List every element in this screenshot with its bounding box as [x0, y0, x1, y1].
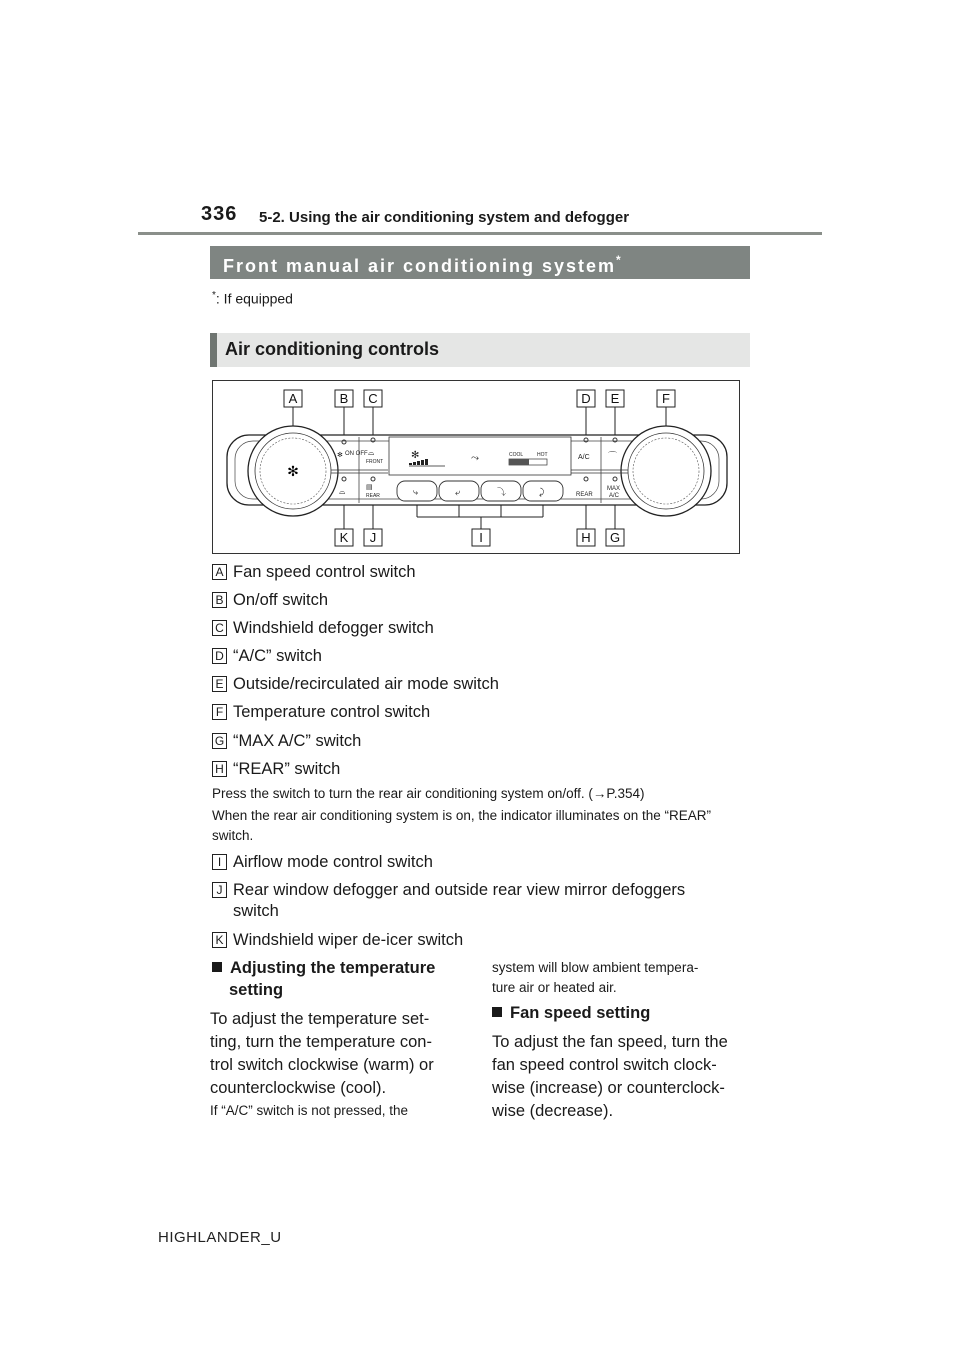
rear-note-2: When the rear air conditioning system is on, the indicator illuminates on the “REAR” switch.: [212, 808, 711, 843]
svg-text:⤷: ⤷: [413, 487, 419, 497]
footer-model: HIGHLANDER_U: [158, 1229, 282, 1246]
max-label: MAX: [607, 486, 621, 492]
legend-label: Rear window defogger and outside rear view mirror defoggers: [233, 880, 686, 899]
callout-b: B: [339, 391, 349, 406]
svg-text:✻: ✻: [287, 464, 299, 480]
temperature-heading: [212, 957, 472, 1001]
control-panel-illustration: [213, 381, 739, 553]
footnote: [212, 290, 293, 307]
svg-text:✻: ✻: [337, 452, 343, 459]
legend-key: G: [212, 733, 227, 749]
fan-speed-heading-text: Fan speed setting: [510, 1004, 651, 1022]
callout-h: H: [581, 530, 591, 545]
svg-text:⤸: ⤸: [539, 487, 545, 497]
legend-label: On/off switch: [233, 590, 329, 609]
callout-d: D: [581, 391, 591, 406]
svg-text:✻: ✻: [411, 450, 420, 461]
fan-speed-knob: [248, 426, 338, 516]
svg-text:⤳: ⤳: [471, 453, 479, 464]
legend-key: J: [212, 882, 227, 898]
legend-label: “REAR” switch: [233, 759, 341, 778]
header-rule: [138, 232, 822, 235]
on-off-label: ON OFF: [345, 451, 368, 457]
callouts-bottom: [335, 529, 624, 546]
svg-text:⌓: ⌓: [339, 487, 346, 496]
legend-label: Fan speed control switch: [233, 562, 416, 581]
control-panel-figure: [212, 380, 740, 554]
callout-f: F: [662, 391, 670, 406]
temperature-paragraph-line: counterclockwise (cool).: [210, 1079, 387, 1097]
svg-text:⤵: ⤵: [497, 487, 507, 497]
footnote-mark: *: [212, 290, 216, 301]
rear-button-label: REAR: [576, 492, 593, 498]
ac-label: A/C: [578, 454, 590, 461]
legend-label: Temperature control switch: [233, 702, 431, 721]
fan-speed-heading: [492, 1002, 754, 1024]
legend-key: D: [212, 648, 227, 664]
fan-speed-paragraph-line: To adjust the fan speed, turn the: [492, 1033, 728, 1051]
legend-item-g: [212, 731, 361, 751]
callout-e: E: [610, 391, 620, 406]
svg-text:⌓: ⌓: [368, 448, 375, 457]
legend-key: C: [212, 620, 227, 636]
svg-text:⤶: ⤶: [455, 487, 461, 497]
callout-c: C: [368, 391, 378, 406]
temperature-paragraph-line: To adjust the temperature set-: [210, 1010, 430, 1028]
legend-item-h: [212, 759, 340, 779]
legend-label: Outside/recirculated air mode switch: [233, 674, 499, 693]
legend-key: F: [212, 704, 227, 720]
hot-label: HOT: [537, 452, 548, 458]
rear-note-1: Press the switch to turn the rear air conditioning system on/off. (→P.354): [212, 786, 645, 801]
legend-label: “A/C” switch: [233, 646, 322, 665]
legend-item-j-wrap: switch: [233, 902, 279, 920]
legend-key: B: [212, 592, 227, 608]
subsection-title: Air conditioning controls: [210, 333, 750, 367]
cool-label: COOL: [509, 452, 524, 458]
legend-item-b: [212, 590, 328, 610]
legend-label: Windshield wiper de-icer switch: [233, 930, 464, 949]
fan-speed-paragraph: [492, 1031, 757, 1123]
heading-bullet-icon: [212, 962, 222, 972]
chapter-title: 5-2. Using the air conditioning system and defogger: [259, 209, 630, 226]
page-number: 336: [201, 203, 238, 225]
fan-speed-paragraph-line: fan speed control switch clock-: [492, 1056, 717, 1074]
ambient-note-line: ture air or heated air.: [492, 980, 617, 995]
max-ac-label: A/C: [609, 493, 620, 499]
section-title-bar: [210, 246, 750, 279]
callout-j: J: [369, 530, 377, 545]
legend-item-f: [212, 702, 430, 722]
legend-item-j: [212, 880, 685, 900]
heading-bullet-icon: [492, 1007, 502, 1017]
legend-label: Airflow mode control switch: [233, 852, 433, 871]
footnote-text: : If equipped: [215, 290, 293, 307]
callout-i: I: [479, 530, 483, 545]
legend-item-e: [212, 674, 499, 694]
legend-key: E: [212, 676, 227, 692]
legend-label: Windshield defogger switch: [233, 618, 434, 637]
legend-item-a: [212, 562, 416, 582]
temperature-knob: [621, 426, 711, 516]
ambient-note-line: system will blow ambient tempera-: [492, 960, 699, 975]
fan-speed-paragraph-line: wise (increase) or counterclock-: [492, 1079, 725, 1097]
legend-key: A: [212, 564, 227, 580]
fan-speed-paragraph-line: wise (decrease).: [492, 1102, 614, 1120]
legend-label: “MAX A/C” switch: [233, 731, 362, 750]
rear-defog-label: REAR: [366, 493, 380, 499]
temperature-heading-line1: Adjusting the temperature: [230, 959, 436, 977]
legend-key: H: [212, 761, 227, 777]
section-title: Front manual air conditioning system: [223, 256, 617, 276]
legend-item-k: [212, 930, 463, 950]
ac-note: If “A/C” switch is not pressed, the: [210, 1103, 409, 1118]
ambient-note: [492, 958, 754, 998]
temperature-paragraph-line: trol switch clockwise (warm) or: [210, 1056, 434, 1074]
legend-key: I: [212, 854, 227, 870]
callout-k: K: [339, 530, 349, 545]
front-label: FRONT: [366, 459, 384, 465]
section-title-mark: *: [616, 253, 621, 267]
legend-key: K: [212, 932, 227, 948]
svg-text:▤: ▤: [366, 484, 373, 491]
callouts-top: [284, 390, 675, 407]
callout-g: G: [609, 530, 621, 545]
svg-text:⌒: ⌒: [608, 451, 618, 461]
legend-item-c: [212, 618, 434, 638]
temperature-paragraph: [210, 1008, 480, 1100]
legend-item-i: [212, 852, 433, 872]
legend-item-d: [212, 646, 322, 666]
callout-a: A: [288, 391, 298, 406]
temperature-paragraph-line: ting, turn the temperature con-: [210, 1033, 432, 1051]
temperature-heading-line2: setting: [229, 981, 284, 999]
